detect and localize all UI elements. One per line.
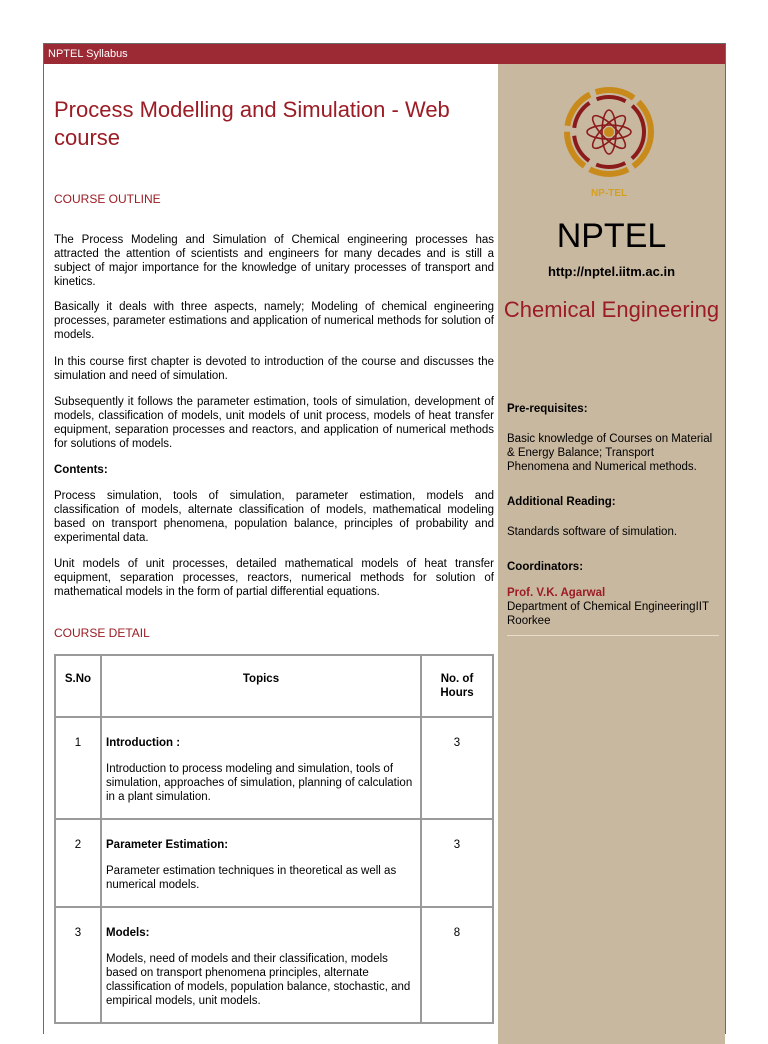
page-frame [43, 43, 726, 1034]
row-sno: 2 [55, 819, 101, 907]
org-url-link[interactable]: http://nptel.iitm.ac.in [547, 264, 676, 279]
row-topic [101, 717, 421, 819]
coordinator-block [507, 586, 719, 628]
coordinator-name: Prof. V.K. Agarwal [507, 587, 606, 599]
row-hours: 8 [421, 907, 493, 1023]
contents-paragraph-1: Process simulation, tools of simulation, parameter estimation, models and classification of models, alternate classification of models, mathematical modeling based on transport phenomena, population balance, principles of probability and experimental data. [54, 490, 494, 544]
outline-paragraph-1: The Process Modeling and Simulation of Chemical engineering processes has attracted the attention of scientists and engineers for many decades and is still a subject of major importance for the knowledge of unitary processes of transport and kinetics. [54, 234, 494, 288]
row-topic [101, 819, 421, 907]
col-topics: Topics [101, 655, 421, 717]
col-hours: No. of Hours [421, 655, 493, 717]
outline-paragraph-4: Subsequently it follows the parameter estimation, tools of simulation, development of models, classification of models, unit models of unit process, models of heat transfer equipment, separation processes and reactors, and application of numerical methods for solutions of models. [54, 396, 494, 450]
topic-title: Models: [106, 927, 150, 939]
col-sno: S.No [55, 655, 101, 717]
topic-desc: Parameter estimation techniques in theoretical as well as numerical models. [106, 865, 397, 891]
prereq-text: Basic knowledge of Courses on Material & Energy Balance; Transport Phenomena and Numerical methods. [507, 433, 713, 473]
sidebar [498, 64, 725, 1044]
topic-title: Parameter Estimation: [106, 839, 229, 851]
course-detail-heading: COURSE DETAIL [54, 626, 150, 640]
department-name: Chemical Engineering [503, 297, 720, 322]
coordinator-dept: Department of Chemical EngineeringIIT Roorkee [507, 601, 709, 627]
coordinators-heading: Coordinators: [507, 561, 584, 573]
course-outline-heading: COURSE OUTLINE [54, 192, 161, 206]
row-hours: 3 [421, 819, 493, 907]
outline-paragraph-3: In this course first chapter is devoted to introduction of the course and discusses the simulation and need of simulation. [54, 356, 494, 382]
row-hours: 3 [421, 717, 493, 819]
row-sno: 3 [55, 907, 101, 1023]
reading-heading: Additional Reading: [507, 496, 616, 508]
row-sno: 1 [55, 717, 101, 819]
nptel-logo [561, 84, 657, 204]
org-name: NPTEL [556, 217, 667, 255]
page-title: Process Modelling and Simulation - Web course [54, 97, 450, 150]
syllabus-bar [44, 44, 725, 64]
table-row [55, 819, 493, 907]
logo-text: NP-TEL [590, 188, 628, 199]
topic-title: Introduction : [106, 737, 181, 749]
outline-paragraph-2: Basically it deals with three aspects, namely; Modeling of chemical engineering processes, parameter estimations and application of numerical methods for solution of models. [54, 301, 494, 341]
reading-text: Standards software of simulation. [507, 526, 678, 538]
course-detail-table [54, 654, 494, 1024]
topic-desc: Models, need of models and their classification, models based on transport phenomena principles, alternate classification of models, population balance, stochastic, and empirical models, unit models. [106, 953, 411, 1007]
prereq-heading: Pre-requisites: [507, 403, 588, 415]
contents-paragraph-2: Unit models of unit processes, detailed mathematical models of heat transfer equipment, separation processes, reactors, numerical methods for solution of mathematical models in the form of partial differential equations. [54, 558, 494, 598]
contents-heading: Contents: [54, 464, 108, 476]
topic-desc: Introduction to process modeling and simulation, tools of simulation, approaches of simulation, planning of calculation in a plant simulation. [106, 763, 413, 803]
table-header-row [55, 655, 493, 717]
table-row [55, 717, 493, 819]
main-content [44, 64, 498, 1044]
sidebar-divider [507, 635, 719, 636]
table-row [55, 907, 493, 1023]
bar-label: NPTEL Syllabus [48, 48, 128, 60]
row-topic [101, 907, 421, 1023]
